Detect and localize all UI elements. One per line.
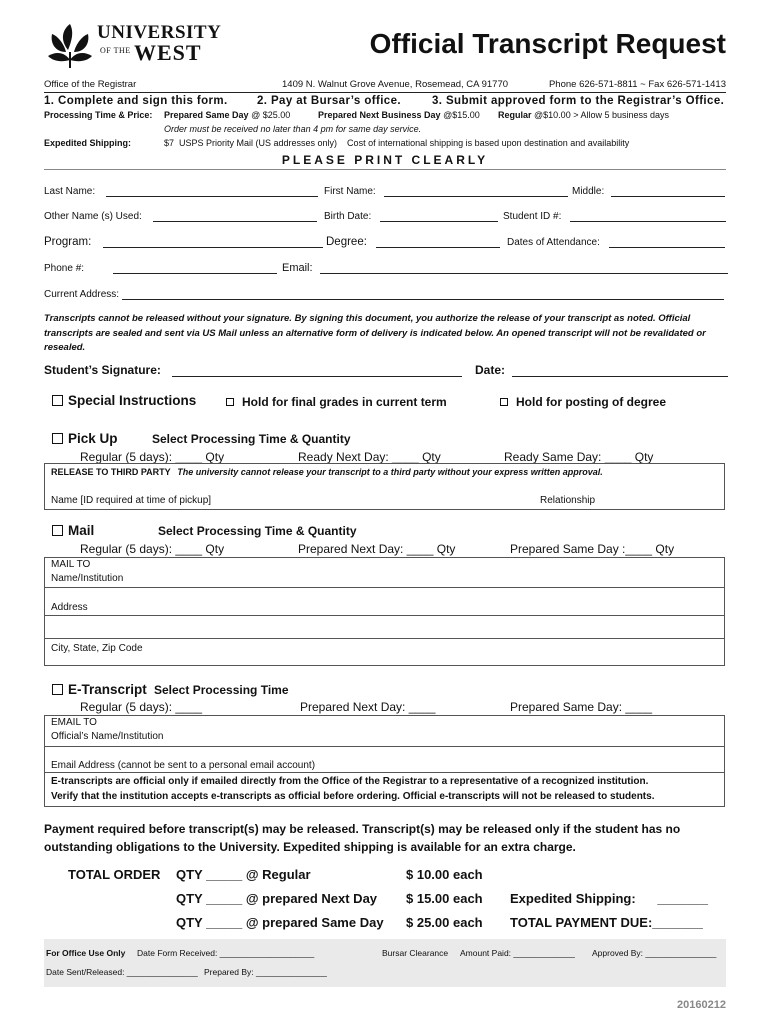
student-id-label: Student ID #:	[503, 211, 562, 222]
current-address-input[interactable]	[122, 289, 724, 300]
third-party-text: The university cannot release your transcript to a third party without your express written approval.	[177, 467, 603, 477]
office-use-label: For Office Use Only	[46, 948, 126, 958]
prepared-by-field: Prepared By: _______________	[204, 967, 327, 977]
same-day-price: @ $25.00	[251, 110, 291, 120]
phone-label: Phone #:	[44, 263, 85, 274]
etranscript-select-label: Select Processing Time	[154, 683, 289, 697]
qty-same-day[interactable]: QTY _____ @ prepared Same Day	[176, 915, 384, 930]
print-clearly: PLEASE PRINT CLEARLY	[281, 153, 489, 167]
etranscript-same-day-option[interactable]: Prepared Same Day: ____	[510, 700, 653, 714]
etranscript-official-field[interactable]: Official’s Name/Institution	[51, 731, 164, 742]
mail-regular-option[interactable]: Regular (5 days): ____ Qty	[80, 542, 225, 556]
mail-select-label: Select Processing Time & Quantity	[158, 524, 357, 538]
office-name: Office of the Registrar	[44, 79, 137, 90]
email-label: Email:	[282, 262, 313, 274]
mail-name-inst-field[interactable]: Name/Institution	[51, 573, 124, 584]
mail-city-field[interactable]: City, State, Zip Code	[51, 643, 143, 654]
release-notice: Transcripts cannot be released without your signature. By signing this document, you authorize the release of your transcript as noted. Official transcripts are sealed and sent via US Mail unless an alternative form of delivery is indicated below. An opened transcript will not be revalidated or resealed.	[44, 313, 706, 353]
mail-next-day-option[interactable]: Prepared Next Day: ____ Qty	[298, 542, 456, 556]
third-party-label: RELEASE TO THIRD PARTY	[51, 467, 171, 477]
price-same-day: $ 25.00 each	[406, 915, 483, 930]
mail-box	[44, 557, 725, 666]
hold-grades-checkbox[interactable]	[226, 398, 234, 406]
logo-university: UNIVERSITY	[97, 22, 222, 43]
logo-of-the: OF THE	[100, 46, 131, 55]
pickup-regular-option[interactable]: Regular (5 days): ____ Qty	[80, 450, 225, 464]
payment-notice-2: outstanding obligations to the University. Expedited shipping is available for an extra charge.	[44, 840, 576, 854]
etranscript-regular-option[interactable]: Regular (5 days): ____	[80, 700, 203, 714]
email-input[interactable]	[320, 263, 728, 274]
expedited-label: Expedited Shipping:	[44, 138, 131, 148]
pickup-same-day-option[interactable]: Ready Same Day: ____ Qty	[504, 450, 654, 464]
last-name-input[interactable]	[106, 186, 318, 197]
step-2: 2. Pay at Bursar’s office.	[257, 95, 401, 107]
same-day-label: Prepared Same Day	[164, 110, 249, 120]
office-use-panel	[44, 939, 726, 987]
hold-degree-checkbox[interactable]	[500, 398, 508, 406]
price-next-day: $ 15.00 each	[406, 891, 483, 906]
etranscript-next-day-option[interactable]: Prepared Next Day: ____	[300, 700, 436, 714]
first-name-input[interactable]	[384, 186, 568, 197]
expedited-text: $7 USPS Priority Mail (US addresses only) Cost of international shipping is based upon destination and availability	[164, 138, 630, 148]
step-3: 3. Submit approved form to the Registrar’s Office.	[432, 95, 725, 107]
pickup-next-day-option[interactable]: Ready Next Day: ____ Qty	[298, 450, 441, 464]
mail-same-day-option[interactable]: Prepared Same Day :____ Qty	[510, 542, 675, 556]
amount-paid-field: Amount Paid: _____________	[460, 948, 575, 958]
degree-input[interactable]	[376, 237, 500, 248]
mail-to-label: MAIL TO	[51, 559, 91, 570]
birth-date-label: Birth Date:	[324, 211, 372, 222]
next-day-label: Prepared Next Business Day	[318, 110, 441, 120]
processing-label: Processing Time & Price:	[44, 110, 153, 120]
special-instructions-label: Special Instructions	[68, 393, 197, 408]
price-regular: $ 10.00 each	[406, 867, 483, 882]
form-code: 20160212	[677, 999, 726, 1011]
email-to-label: EMAIL TO	[51, 717, 97, 728]
regular-label: Regular	[498, 110, 532, 120]
pickup-checkbox[interactable]	[52, 433, 63, 444]
date-received-field: Date Form Received: ____________________	[137, 948, 315, 958]
hold-degree-label: Hold for posting of degree	[516, 395, 666, 409]
current-address-label: Current Address:	[44, 289, 120, 300]
etranscript-notice-1: E-transcripts are official only if emailed directly from the Office of the Registrar to a representative of a recognized institution.	[51, 776, 649, 787]
pickup-label: Pick Up	[68, 431, 118, 446]
other-name-input[interactable]	[153, 211, 317, 222]
total-payment-due[interactable]: TOTAL PAYMENT DUE:_______	[510, 915, 703, 930]
university-logo-icon	[44, 20, 96, 70]
bursar-clearance-label: Bursar Clearance	[382, 948, 449, 958]
etranscript-notice-2: Verify that the institution accepts e-transcripts as official before ordering. Official e-transcripts will not be released to students.	[51, 791, 655, 802]
mail-label: Mail	[68, 523, 95, 538]
signature-date-label: Date:	[475, 363, 506, 377]
pickup-name-id-field[interactable]: Name [ID required at time of pickup]	[51, 495, 212, 506]
first-name-label: First Name:	[324, 186, 376, 197]
expedited-shipping-field[interactable]: Expedited Shipping: _______	[510, 891, 708, 906]
student-id-input[interactable]	[570, 211, 726, 222]
mail-checkbox[interactable]	[52, 525, 63, 536]
payment-notice-1: Payment required before transcript(s) may be released. Transcript(s) may be released only if the student has no	[44, 822, 681, 836]
birth-date-input[interactable]	[380, 211, 498, 222]
signature-label: Student’s Signature:	[44, 363, 161, 377]
step-1: 1. Complete and sign this form.	[44, 95, 228, 107]
middle-input[interactable]	[611, 186, 725, 197]
qty-next-day[interactable]: QTY _____ @ prepared Next Day	[176, 891, 378, 906]
etranscript-email-field[interactable]: Email Address (cannot be sent to a personal email account)	[51, 760, 316, 771]
program-input[interactable]	[103, 237, 323, 248]
signature-date-input[interactable]	[512, 364, 728, 377]
same-day-note: Order must be received no later than 4 pm for same day service.	[164, 124, 422, 134]
program-label: Program:	[44, 236, 92, 248]
qty-regular[interactable]: QTY _____ @ Regular	[176, 867, 311, 882]
mail-address-field[interactable]: Address	[51, 602, 88, 613]
pickup-select-label: Select Processing Time & Quantity	[152, 432, 351, 446]
page-title: Official Transcript Request	[369, 28, 726, 59]
hold-grades-label: Hold for final grades in current term	[242, 395, 447, 409]
special-instructions-checkbox[interactable]	[52, 395, 63, 406]
date-sent-field: Date Sent/Released: _______________	[46, 967, 198, 977]
signature-input[interactable]	[172, 364, 462, 377]
regular-price: @$10.00 > Allow 5 business days	[534, 110, 670, 120]
dates-attendance-input[interactable]	[609, 237, 725, 248]
approved-by-field: Approved By: _______________	[592, 948, 717, 958]
office-address: 1409 N. Walnut Grove Avenue, Rosemead, CA 91770	[282, 79, 509, 90]
etranscript-label: E-Transcript	[68, 682, 147, 697]
other-name-label: Other Name (s) Used:	[44, 211, 142, 222]
office-phone: Phone 626-571-8811 ~ Fax 626-571-1413	[548, 79, 726, 90]
total-order-label: TOTAL ORDER	[68, 867, 161, 882]
etranscript-checkbox[interactable]	[52, 684, 63, 695]
middle-label: Middle:	[572, 186, 605, 197]
phone-input[interactable]	[113, 263, 277, 274]
next-day-price: @$15.00	[443, 110, 480, 120]
logo-west: WEST	[134, 40, 202, 65]
last-name-label: Last Name:	[44, 186, 96, 197]
dates-attendance-label: Dates of Attendance:	[507, 237, 600, 248]
pickup-relationship-field[interactable]: Relationship	[540, 495, 596, 506]
degree-label: Degree:	[326, 236, 367, 248]
